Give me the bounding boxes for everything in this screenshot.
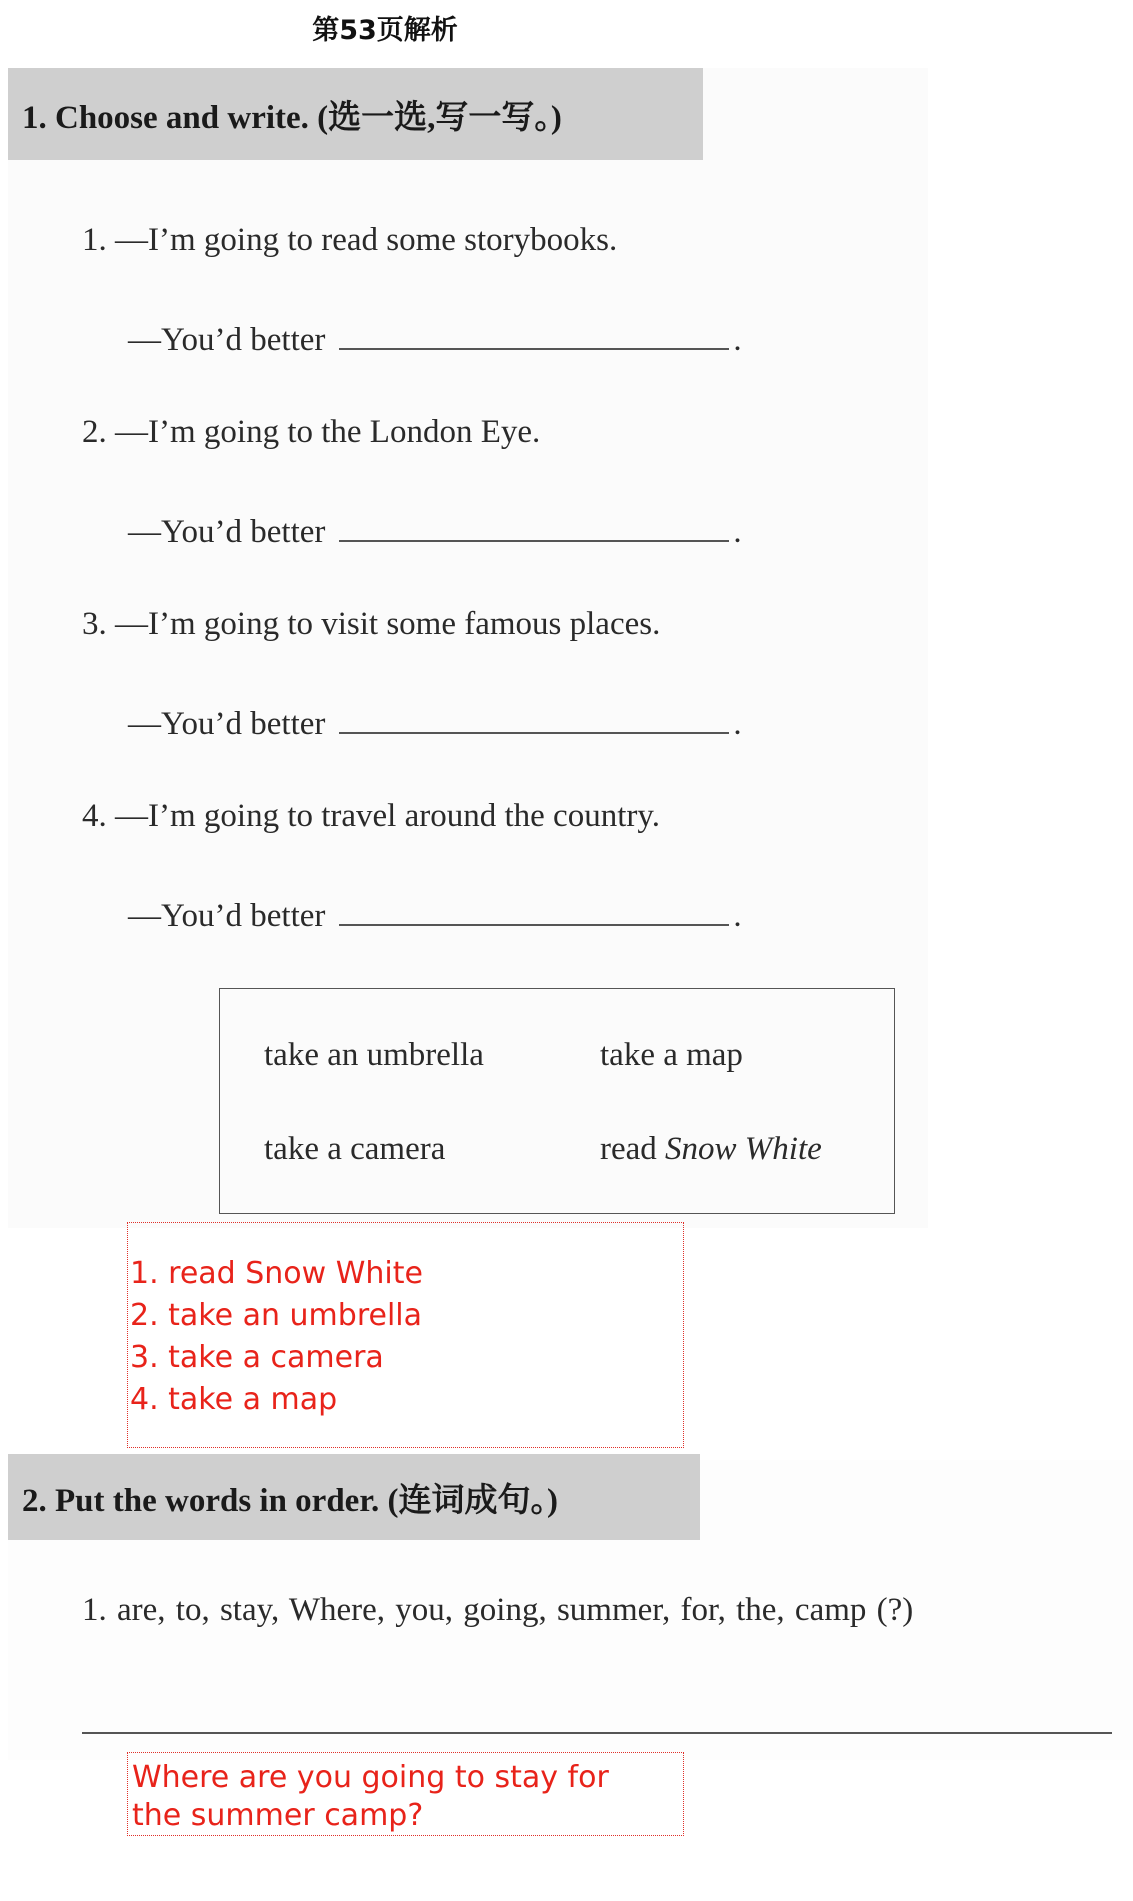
phrase-take-an-umbrella: take an umbrella xyxy=(264,1037,484,1073)
response-1-end: . xyxy=(733,322,742,358)
answer-blank-3[interactable] xyxy=(339,702,729,734)
phrase-snow-white-title: Snow White xyxy=(665,1131,822,1167)
answer-4: 4. take a map xyxy=(130,1382,338,1417)
response-2-prefix: —You’d better xyxy=(128,514,326,550)
answer-sentence-line-1: Where are you going to stay for xyxy=(132,1760,609,1795)
phrase-take-a-map: take a map xyxy=(600,1037,743,1073)
phrase-read-label: read xyxy=(600,1131,657,1167)
answer-blank-1[interactable] xyxy=(339,318,729,350)
writing-line[interactable] xyxy=(82,1732,1112,1734)
question-1: 1. —I’m going to read some storybooks. xyxy=(82,222,618,258)
answer-box-section-1 xyxy=(127,1222,684,1448)
question-4: 4. —I’m going to travel around the country. xyxy=(82,798,660,834)
response-4-prefix: —You’d better xyxy=(128,898,326,934)
response-2 xyxy=(128,510,742,551)
page-header: 第53页解析 xyxy=(312,15,458,46)
response-4-end: . xyxy=(733,898,742,934)
answer-blank-4[interactable] xyxy=(339,894,729,926)
word-choice-box xyxy=(219,988,895,1214)
answer-sentence-line-2: the summer camp? xyxy=(132,1798,424,1833)
section-1-title: 1. Choose and write. (选一选,写一写。) xyxy=(8,68,703,160)
section-2-title: 2. Put the words in order. (连词成句。) xyxy=(8,1454,700,1540)
question-2: 2. —I’m going to the London Eye. xyxy=(82,414,541,450)
response-2-end: . xyxy=(733,514,742,550)
question-3: 3. —I’m going to visit some famous places. xyxy=(82,606,661,642)
word-order-question-1: 1. are, to, stay, Where, you, going, summer, for, the, camp (?) xyxy=(82,1592,914,1628)
response-3 xyxy=(128,702,742,743)
answer-2: 2. take an umbrella xyxy=(130,1298,423,1333)
phrase-read-snow-white xyxy=(600,1131,822,1168)
answer-1: 1. read Snow White xyxy=(130,1256,423,1291)
response-4 xyxy=(128,894,742,935)
answer-blank-2[interactable] xyxy=(339,510,729,542)
response-3-end: . xyxy=(733,706,742,742)
response-1-prefix: —You’d better xyxy=(128,322,326,358)
response-1 xyxy=(128,318,742,359)
answer-3: 3. take a camera xyxy=(130,1340,384,1375)
answer-box-section-2 xyxy=(127,1752,684,1836)
phrase-take-a-camera: take a camera xyxy=(264,1131,446,1167)
response-3-prefix: —You’d better xyxy=(128,706,326,742)
